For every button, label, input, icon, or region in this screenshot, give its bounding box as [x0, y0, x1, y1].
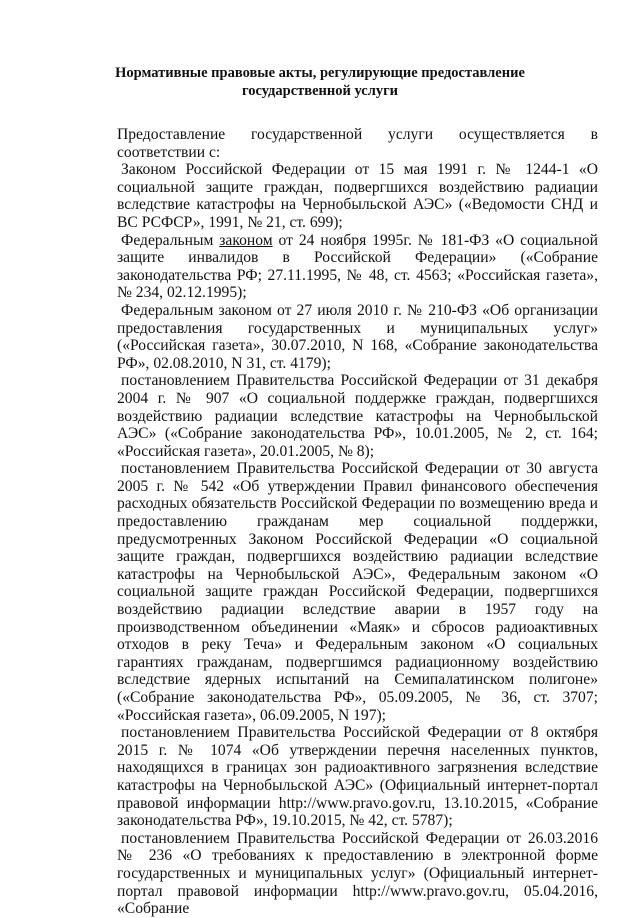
document-body — [117, 126, 598, 918]
intro-paragraph: Предоставление государственной услуги осуществляется в соответствии с: — [117, 126, 598, 161]
law-item-2 — [117, 232, 598, 302]
law-item-6: постановлением Правительства Российской Федерации от 8 октября 2015 г. № 1074 «Об утверждении перечня населенных пунктов, находящихся в границах зон радиоактивного загрязнения вследствие катастрофы на Чернобыльской АЭС» (Официальный интернет-портал правовой информации http://www.pravo.gov.ru, 13.10.2015, «Собрание законодательства РФ», 19.10.2015, № 42, ст. 5787); — [117, 724, 598, 830]
title-line-1: Нормативные правовые акты, регулирующие предоставление — [115, 65, 525, 81]
law-item-5: постановлением Правительства Российской Федерации от 30 августа 2005 г. № 542 «Об утверждении Правил финансового обеспечения расходных обязательств Российской Федерации по возмещению вреда и предоставлению гражданам мер социальной поддержки, предусмотренных Законом Российской Федерации «О социальной защите граждан, подвергшихся воздействию радиации вследствие катастрофы на Чернобыльской АЭС», Федеральным законом «О социальной защите граждан Российской Федерации, подвергшихся воздействию радиации вследствие аварии в 1957 году на производственном объединении «Маяк» и сбросов радиоактивных отходов в реку Теча» и Федеральным законом «О социальных гарантиях гражданам, подвергшимся радиационному воздействию вследствие ядерных испытаний на Семипалатинском полигоне» («Собрание законодательства РФ», 05.09.2005, № 36, ст. 3707; «Российская газета», 06.09.2005, N 197); — [117, 460, 598, 724]
law-item-2-rest: от 24 ноября 1995г. № 181-ФЗ «О социальной защите инвалидов в Российской Федерации» («Собрание законодательства РФ; 27.11.1995, № 48, ст. 4563; «Российская газета», № 234, 02.12.1995); — [117, 231, 598, 302]
law-item-7: постановлением Правительства Российской Федерации от 26.03.2016 № 236 «О требованиях к предоставлению в электронной форме государственных и муниципальных услуг» (Официальный интернет-портал правовой информации http://www.pravo.gov.ru, 05.04.2016, «Собрание — [117, 829, 598, 918]
law-item-4: постановлением Правительства Российской Федерации от 31 декабря 2004 г. № 907 «О социальной поддержке граждан, подвергшихся воздействию радиации вследствие катастрофы на Чернобыльской АЭС» («Собрание законодательства РФ», 10.01.2005, № 2, ст. 164; «Российская газета», 20.01.2005, № 8); — [117, 372, 598, 460]
law-link[interactable]: законом — [219, 231, 273, 249]
law-item-3: Федеральным законом от 27 июля 2010 г. № 210-ФЗ «Об организации предоставления государственных и муниципальных услуг» («Российская газета», 30.07.2010, N 168, «Собрание законодательства РФ», 02.08.2010, N 31, ст. 4179); — [117, 301, 598, 372]
law-item-1: Законом Российской Федерации от 15 мая 1991 г. № 1244-1 «О социальной защите граждан, подвергшихся воздействию радиации вследствие катастрофы на Чернобыльской АЭС» («Ведомости СНД и ВС РСФСР», 1991, № 21, ст. 699); — [117, 161, 598, 231]
law-item-2-prefix: Федеральным — [121, 231, 220, 249]
title-line-2: государственной услуги — [241, 83, 399, 99]
document-title — [110, 64, 530, 100]
